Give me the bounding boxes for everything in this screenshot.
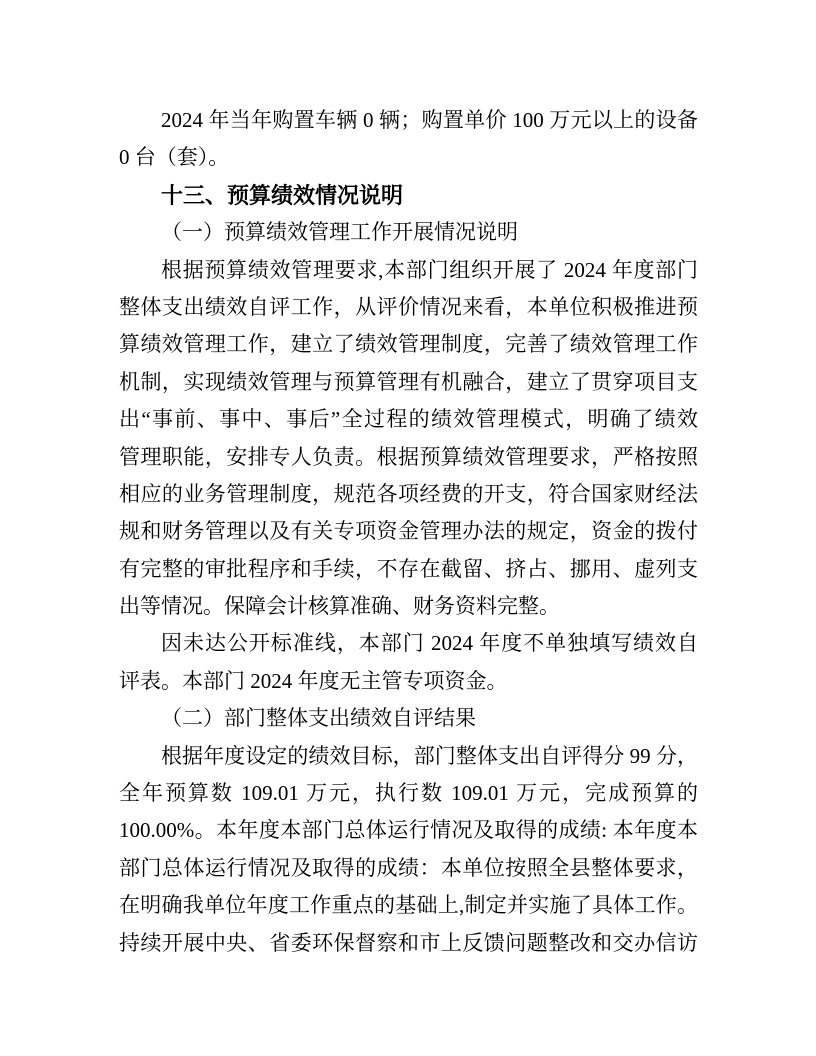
text-line: （一）预算绩效管理工作开展情况说明: [161, 220, 518, 245]
text-line: 管理职能，安排专人负责。根据预算绩效管理要求，严格按照: [119, 444, 698, 469]
text-line: 2024 年当年购置车辆 0 辆；购置单价 100 万元以上的设备: [161, 108, 698, 132]
text-line: 算绩效管理工作，建立了绩效管理制度，完善了绩效管理工作: [119, 332, 698, 357]
text-line: 0 台（套）。: [119, 145, 230, 170]
text-line: 持续开展中央、省委环保督察和市上反馈问题整改和交办信访: [119, 930, 698, 955]
text-line: 评表。本部门 2024 年度无主管专项资金。: [119, 668, 508, 693]
text-line: 因未达公开标准线，本部门 2024 年度不单独填写绩效自: [161, 631, 698, 656]
text-line: 出等情况。保障会计核算准确、财务资料完整。: [119, 594, 560, 619]
text-line: 部门总体运行情况及取得的成绩：本单位按照全县整体要求，: [119, 855, 698, 880]
text-line: 有完整的审批程序和手续，不存在截留、挤占、挪用、虚列支: [119, 556, 698, 581]
text-line: （二）部门整体支出绩效自评结果: [161, 706, 476, 731]
text-line: 相应的业务管理制度，规范各项经费的开支，符合国家财经法: [119, 481, 698, 506]
text-line: 规和财务管理以及有关专项资金管理办法的规定，资金的拨付: [119, 519, 698, 544]
text-line: 出“事前、事中、事后”全过程的绩效管理模式，明确了绩效: [119, 407, 698, 432]
section-heading: 十三、预算绩效情况说明: [161, 182, 404, 208]
text-line: 在明确我单位年度工作重点的基础上,制定并实施了具体工作。: [119, 893, 698, 918]
text-line: 整体支出绩效自评工作，从评价情况来看，本单位积极推进预: [119, 294, 698, 319]
text-line: 100.00%。本年度本部门总体运行情况及取得的成绩: 本年度本: [119, 818, 698, 843]
text-line: 机制，实现绩效管理与预算管理有机融合，建立了贯穿项目支: [119, 369, 698, 394]
text-line: 全年预算数 109.01 万元，执行数 109.01 万元，完成预算的: [119, 781, 698, 806]
text-line: 根据年度设定的绩效目标，部门整体支出自评得分 99 分，: [161, 743, 698, 768]
document-text-block: [119, 102, 698, 962]
text-line: 根据预算绩效管理要求,本部门组织开展了 2024 年度部门: [161, 257, 698, 282]
